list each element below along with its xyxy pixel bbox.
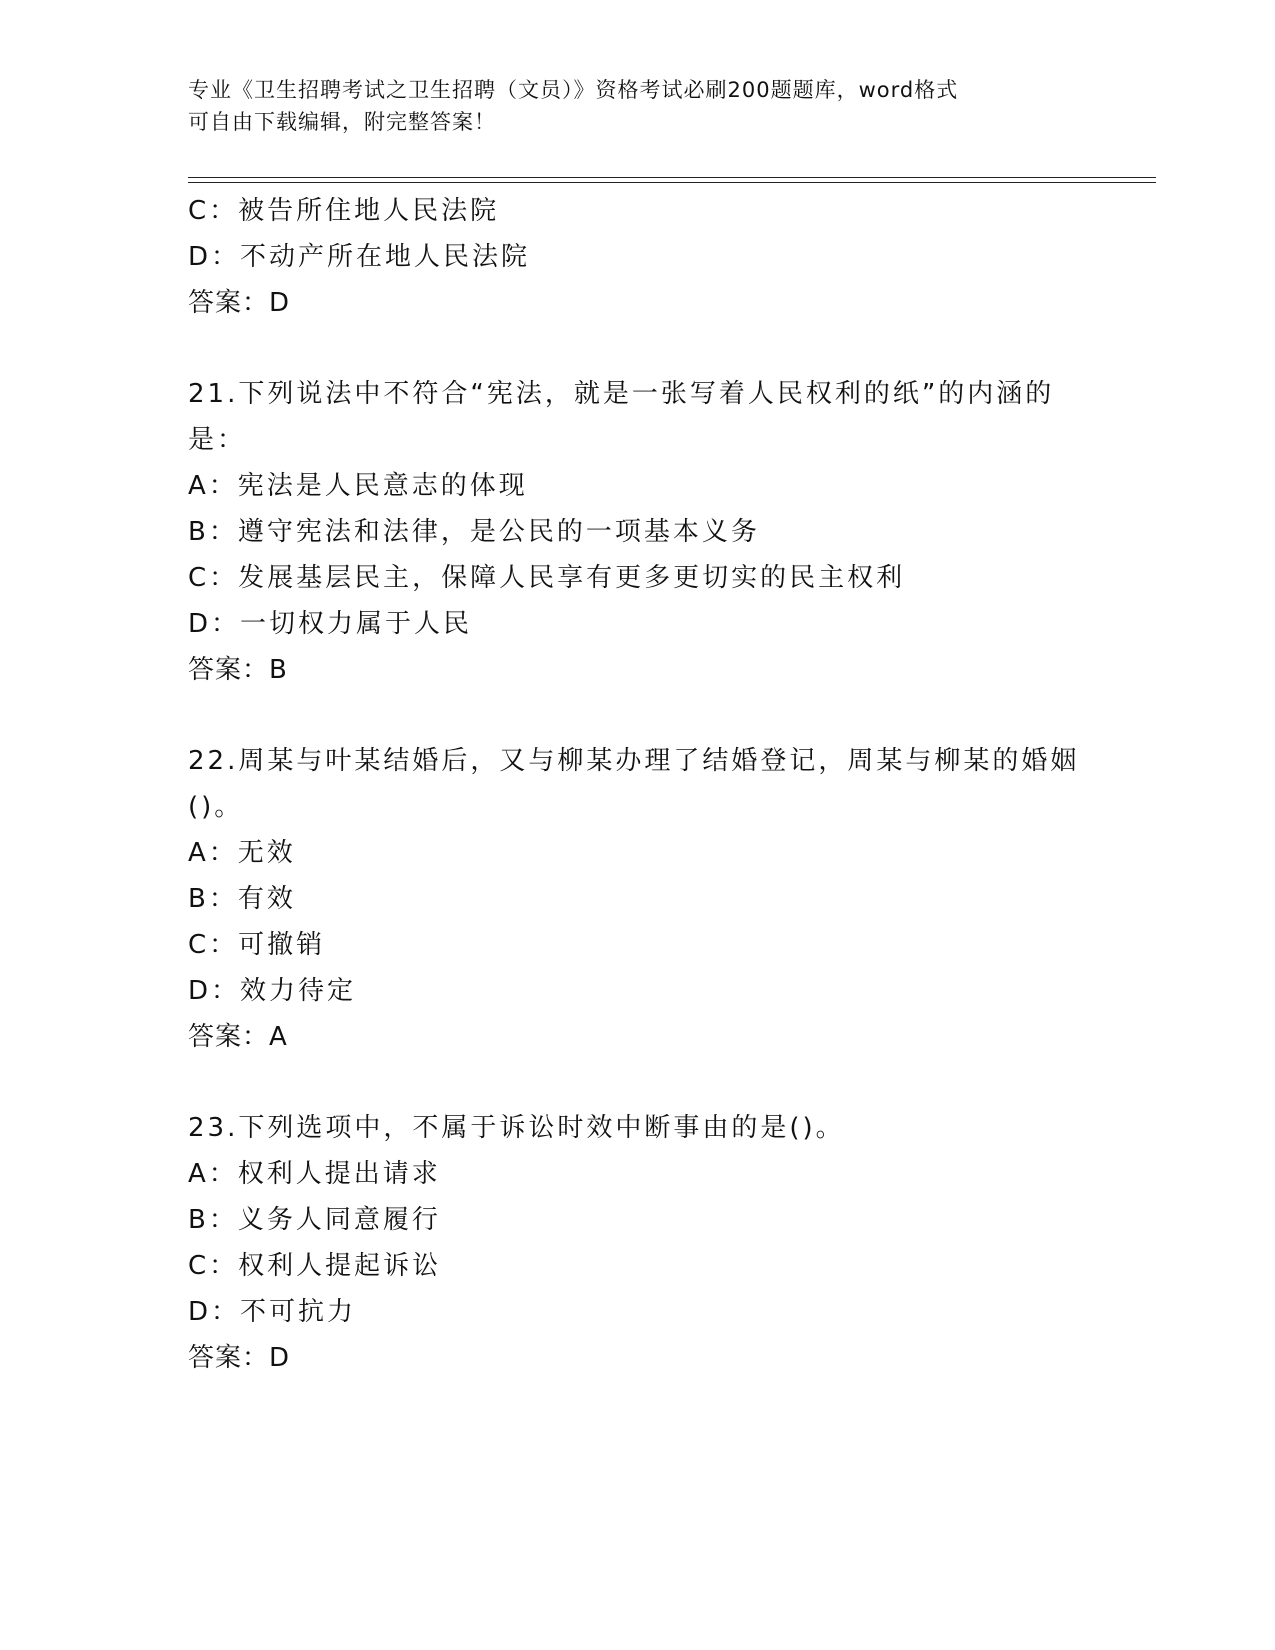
- document-header: [188, 74, 1068, 138]
- header-line-2: 可自由下载编辑，附完整答案！: [188, 110, 496, 134]
- header-divider-bottom: [188, 182, 1156, 183]
- question-gap: [188, 693, 1088, 738]
- option-d: D：不动产所在地人民法院: [188, 242, 531, 272]
- option-d: D：效力待定: [188, 976, 357, 1006]
- question-stem-continued: ()。: [188, 792, 244, 822]
- header-line-1: 专业《卫生招聘考试之卫生招聘（文员）》资格考试必刷200题题库，word格式: [188, 78, 959, 102]
- answer-line: 答案：B: [188, 655, 288, 685]
- option-c: C：权利人提起诉讼: [188, 1251, 442, 1281]
- question-stem: 23.下列选项中，不属于诉讼时效中断事由的是()。: [188, 1113, 845, 1143]
- question-22: [188, 738, 1088, 1060]
- option-b: B：遵守宪法和法律，是公民的一项基本义务: [188, 517, 760, 547]
- question-gap: [188, 1060, 1088, 1105]
- question-stem: 21.下列说法中不符合“宪法，就是一张写着人民权利的纸”的内涵的: [188, 379, 1055, 409]
- answer-line: 答案：A: [188, 1022, 288, 1052]
- option-c: C：可撤销: [188, 930, 326, 960]
- question-list: [188, 188, 1088, 1381]
- option-a: A：宪法是人民意志的体现: [188, 471, 528, 501]
- option-c: C：发展基层民主，保障人民享有更多更切实的民主权利: [188, 563, 906, 593]
- question-gap: [188, 326, 1088, 371]
- option-d: D：不可抗力: [188, 1297, 357, 1327]
- option-c: C：被告所住地人民法院: [188, 196, 500, 226]
- question-stem-continued: 是：: [188, 425, 247, 455]
- header-divider-top: [188, 177, 1156, 178]
- option-a: A：无效: [188, 838, 296, 868]
- question-20-continued: [188, 188, 1088, 326]
- answer-line: 答案：D: [188, 288, 291, 318]
- answer-line: 答案：D: [188, 1343, 291, 1373]
- question-21: [188, 371, 1088, 693]
- option-d: D：一切权力属于人民: [188, 609, 473, 639]
- option-b: B：有效: [188, 884, 296, 914]
- option-a: A：权利人提出请求: [188, 1159, 441, 1189]
- question-23: [188, 1105, 1088, 1381]
- option-b: B：义务人同意履行: [188, 1205, 441, 1235]
- question-stem: 22.周某与叶某结婚后，又与柳某办理了结婚登记，周某与柳某的婚姻: [188, 746, 1080, 776]
